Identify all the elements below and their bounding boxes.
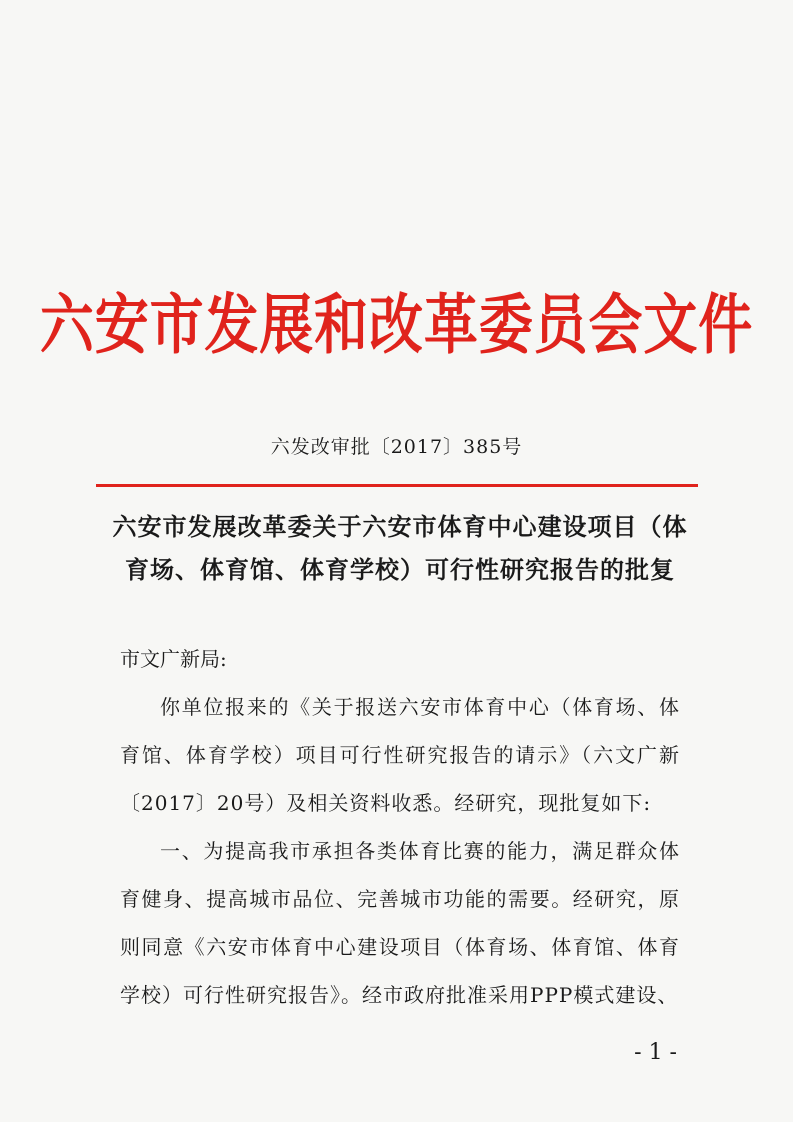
document-subject <box>100 505 700 591</box>
document-header-title: 六安市发展和改革委员会文件 <box>39 286 754 363</box>
body-paragraph-1: 你单位报来的《关于报送六安市体育中心（体育场、体育馆、体育学校）项目可行性研究报告的请示》（六文广新〔2017〕20号）及相关资料收悉。经研究，现批复如下: <box>120 695 680 815</box>
subject-line-1: 六安市发展改革委关于六安市体育中心建设项目（体 <box>112 512 688 541</box>
document-number: 六发改审批〔2017〕385号 <box>270 436 523 458</box>
addressee: 市文广新局: <box>120 647 227 671</box>
subject-line-2: 育场、体育馆、体育学校）可行性研究报告的批复 <box>125 555 675 584</box>
body-paragraph-2: 一、为提高我市承担各类体育比赛的能力，满足群众体育健身、提高城市品位、完善城市功能的需要。经研究，原则同意《六安市体育中心建设项目（体育场、体育馆、体育学校）可行性研究报告》。经市政府批准采用PPP模式建设、 <box>120 839 680 1007</box>
red-divider-line <box>96 484 698 487</box>
page-number: - 1 - <box>634 1040 677 1065</box>
